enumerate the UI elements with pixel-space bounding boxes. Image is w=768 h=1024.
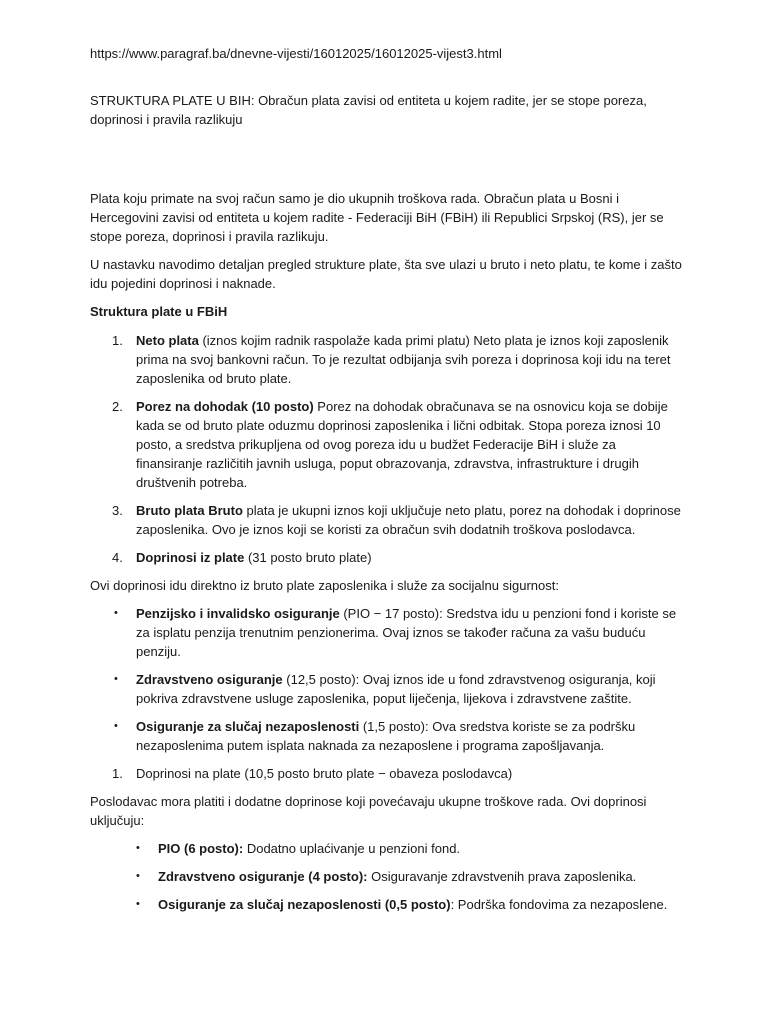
- contributions-intro: Ovi doprinosi idu direktno iz bruto plate zaposlenika i služe za socijalnu sigurnost:: [90, 578, 559, 593]
- list-number: 1.: [112, 333, 123, 348]
- numbered-list: [90, 331, 682, 567]
- item-term: Bruto plata Bruto: [136, 503, 243, 518]
- item-text: Porez na dohodak obračunava se na osnovicu koja se dobije kada se od bruto plate oduzmu doprinosi zaposlenika i lični odbitak. Stopa poreza iznosi 10 posto, a sredstva prikupljena od ovog poreza idu u budžet Federacije BiH i služe za finansiranje različitih javnih usluga, poput obrazovanja, zdravstva, infrastrukture i drugih društvenih potreba.: [136, 399, 668, 490]
- item-term: PIO (6 posto):: [158, 841, 244, 856]
- employer-numbered-list: [90, 764, 682, 783]
- bullet-icon: •: [114, 720, 118, 732]
- list-number: 4.: [112, 550, 123, 565]
- numbered-item-doprinosi-iz-plate: [90, 548, 682, 567]
- item-text: Osiguravanje zdravstvenih prava zaposlenika.: [367, 869, 637, 884]
- contributions-list: [90, 604, 682, 755]
- bullet-icon: •: [114, 673, 118, 685]
- item-text: (12,5 posto): Ovaj iznos ide u fond zdravstvenog osiguranja, koji pokriva zdravstvene usluge zaposlenika, poput liječenja, lijekova i zdravstvene zaštite.: [136, 672, 656, 706]
- bullet-item-employer-nezaposlenost: [90, 895, 682, 914]
- bullet-item-zdravstveno: [90, 670, 682, 708]
- bullet-item-pio: [90, 604, 682, 661]
- item-term: Porez na dohodak (10 posto): [136, 399, 314, 414]
- section-heading: Struktura plate u FBiH: [90, 304, 228, 319]
- bullet-icon: •: [136, 842, 140, 854]
- item-term: Zdravstveno osiguranje: [136, 672, 283, 687]
- numbered-item-doprinosi-na-plate: [90, 764, 682, 783]
- intro-paragraph-2: U nastavku navodimo detaljan pregled strukture plate, šta sve ulazi u bruto i neto platu, te kome i zašto idu pojedini doprinosi i naknade.: [90, 257, 682, 291]
- item-text: (31 posto bruto plate): [244, 550, 372, 565]
- item-term: Osiguranje za slučaj nezaposlenosti (0,5 posto): [158, 897, 451, 912]
- bullet-item-nezaposlenost: [90, 717, 682, 755]
- item-text: Doprinosi na plate (10,5 posto bruto plate − obaveza poslodavca): [136, 766, 513, 781]
- item-text: (1,5 posto): Ova sredstva koriste se za podršku nezaposlenima putem isplata naknada za nezaposlene i programa zapošljavanja.: [136, 719, 636, 753]
- source-url: https://www.paragraf.ba/dnevne-vijesti/16012025/16012025-vijest3.html: [90, 46, 502, 61]
- bullet-icon: •: [136, 870, 140, 882]
- item-term: Doprinosi iz plate: [136, 550, 245, 565]
- intro-paragraph-1: Plata koju primate na svoj račun samo je dio ukupnih troškova rada. Obračun plata u Bosni i Hercegovini zavisi od entiteta u kojem radite - Federaciji BiH (FBiH) ili Republici Srpskoj (RS), jer se stope poreza, doprinosi i pravila razlikuju.: [90, 191, 664, 244]
- numbered-item-bruto-plata: [90, 501, 682, 539]
- employer-contributions-list: [90, 839, 682, 914]
- item-term: Osiguranje za slučaj nezaposlenosti: [136, 719, 360, 734]
- document-title: STRUKTURA PLATE U BIH: Obračun plata zavisi od entiteta u kojem radite, jer se stope poreza, doprinosi i pravila razlikuju: [90, 93, 647, 127]
- list-number: 3.: [112, 503, 123, 518]
- list-number: 1.: [112, 766, 123, 781]
- item-term: Zdravstveno osiguranje (4 posto):: [158, 869, 368, 884]
- bullet-item-employer-pio: [90, 839, 682, 858]
- bullet-icon: •: [136, 898, 140, 910]
- list-number: 2.: [112, 399, 123, 414]
- item-text: : Podrška fondovima za nezaposlene.: [450, 897, 668, 912]
- bullet-item-employer-zdravstveno: [90, 867, 682, 886]
- item-term: Neto plata: [136, 333, 199, 348]
- numbered-item-neto-plata: [90, 331, 682, 388]
- item-text: Dodatno uplaćivanje u penzioni fond.: [243, 841, 461, 856]
- employer-intro: Poslodavac mora platiti i dodatne doprinose koji povećavaju ukupne troškove rada. Ovi doprinosi uključuju:: [90, 794, 647, 828]
- bullet-icon: •: [114, 607, 118, 619]
- item-text: (PIO − 17 posto): Sredstva idu u penzioni fond i koriste se za isplatu penzija trenutnim penzionerima. Ovaj iznos se također računa za vašu buduću penziju.: [136, 606, 677, 659]
- item-text: plata je ukupni iznos koji uključuje neto platu, porez na dohodak i doprinose zaposlenika. Ovo je iznos koji se koristi za obračun svih dodatnih troškova poslodavca.: [136, 503, 681, 537]
- numbered-item-porez-na-dohodak: [90, 397, 682, 492]
- item-term: Penzijsko i invalidsko osiguranje: [136, 606, 340, 621]
- item-text: (iznos kojim radnik raspolaže kada primi platu) Neto plata je iznos koji zaposlenik prima na svoj bankovni račun. To je rezultat odbijanja svih poreza i doprinosa koji idu na teret zaposlenika od bruto plate.: [136, 333, 671, 386]
